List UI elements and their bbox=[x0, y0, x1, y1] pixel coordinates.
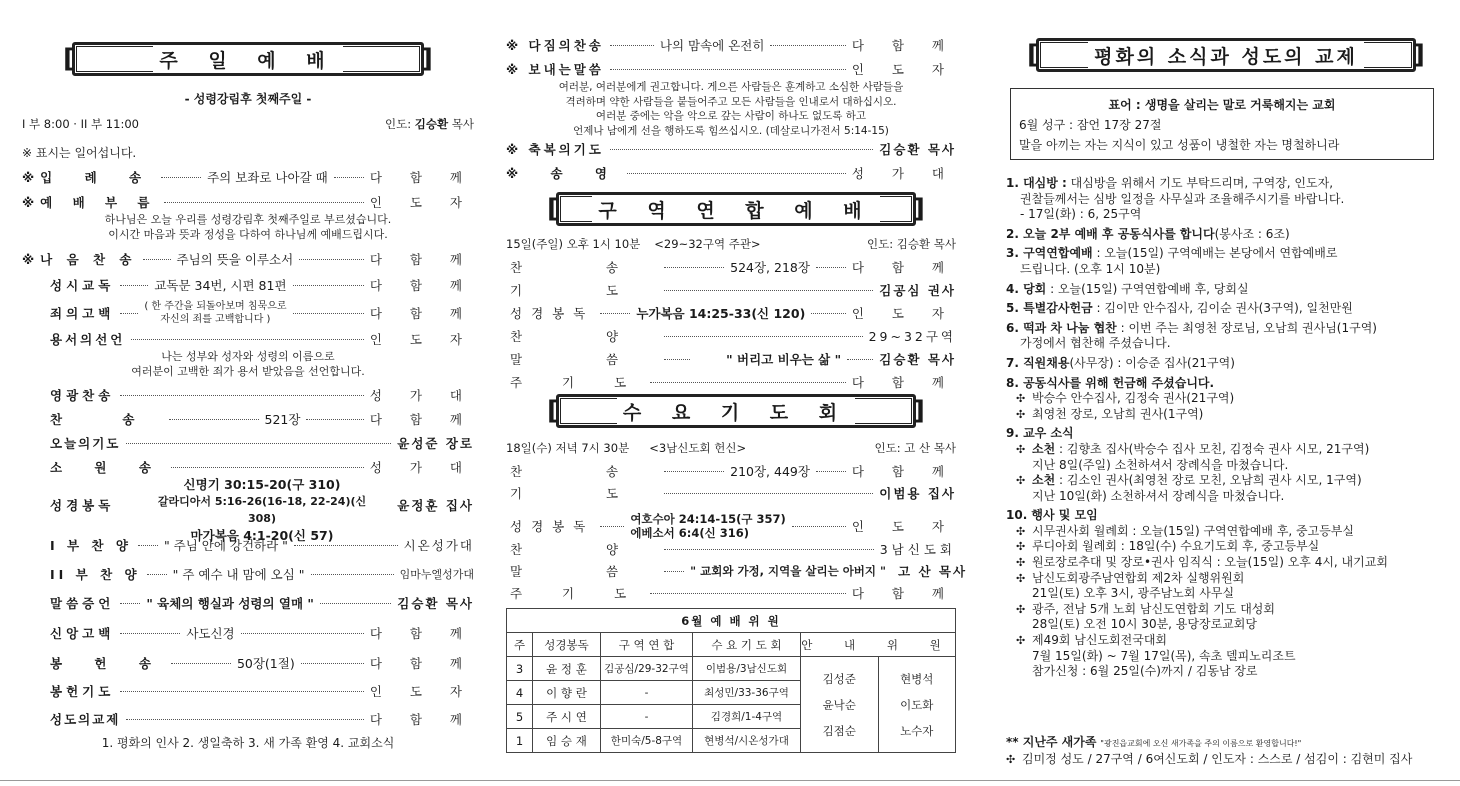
news-text: 최영천 장로, 오남희 권사(1구역) bbox=[1032, 406, 1204, 421]
row-label: 나 음 찬 송 bbox=[40, 252, 137, 267]
cell: 최성민/33-36구역 bbox=[693, 681, 801, 705]
row-content: 나의 맘속에 온전히 bbox=[659, 38, 765, 53]
news-text: : 오늘(15일) 구역연합예배 후, 당회실 bbox=[1046, 281, 1249, 296]
row-content: " 육체의 행실과 성령의 열매 " bbox=[146, 596, 314, 611]
cell: 5 bbox=[507, 705, 533, 729]
row-content: " 교회와 가정, 지역을 살리는 아버지 " bbox=[690, 564, 887, 578]
news-line bbox=[1006, 489, 1440, 505]
row-label: 주 기 도 bbox=[510, 375, 645, 390]
newcomer-welcome: "광진읍교회에 오신 새가족을 주의 이름으로 환영합니다!" bbox=[1100, 739, 1302, 748]
leader-name: 김승환 bbox=[414, 117, 449, 131]
row-label: 성경봉독 bbox=[510, 519, 595, 534]
table-row bbox=[507, 657, 956, 681]
row-person: 다 함 께 bbox=[369, 712, 474, 727]
news-line bbox=[1006, 555, 1440, 571]
news-text: : 김향초 집사(박승수 집사 모친, 김정숙 권사 시모, 21구역) bbox=[1055, 441, 1370, 456]
news-heading: 1. 대심방 : bbox=[1006, 176, 1067, 190]
news-heading: 2. 오늘 2부 예배 후 공동식사를 합니다 bbox=[1006, 226, 1215, 241]
row-content: 주님의 뜻을 이루소서 bbox=[176, 252, 294, 267]
order-row bbox=[22, 330, 474, 348]
news-line bbox=[1006, 246, 1440, 262]
row-label: 말씀증언 bbox=[50, 596, 115, 611]
banner-title: 구 역 연 합 예 배 bbox=[592, 196, 879, 223]
row-person: 3남신도회 bbox=[879, 542, 956, 557]
row-person: 고 산 목사 bbox=[898, 564, 968, 579]
row-content: " 주 예수 내 맘에 오심 " bbox=[172, 567, 305, 582]
pardon-line: 여러분이 고백한 죄가 용서 받았음을 선언합니다. bbox=[131, 365, 365, 378]
order-row bbox=[506, 164, 956, 182]
order-row bbox=[506, 462, 956, 480]
news-text: 지난 8일(주일) 소천하셔서 장례식을 마쳤습니다. bbox=[1032, 457, 1289, 472]
row-label: 영광찬송 bbox=[50, 388, 115, 403]
row-label: 기 도 bbox=[510, 283, 659, 298]
order-row bbox=[22, 250, 474, 268]
news-line bbox=[1006, 356, 1440, 372]
news-heading: 소천 bbox=[1032, 473, 1056, 488]
row-person: 다 함 께 bbox=[851, 38, 956, 53]
row-person: 인 도 자 bbox=[851, 62, 956, 77]
newcomer-header bbox=[1006, 733, 1301, 750]
cross-icon: ✣ bbox=[1016, 474, 1026, 488]
row-label: 기 도 bbox=[510, 486, 659, 501]
order-row bbox=[22, 410, 474, 428]
row-label: ※ 송 영 bbox=[506, 166, 622, 181]
june-committee-table bbox=[506, 608, 956, 753]
table-header-row bbox=[507, 633, 956, 657]
fellowship-list: 1. 평화의 인사 2. 생일축하 3. 새 가족 환영 4. 교회소식 bbox=[101, 736, 395, 750]
stand-mark: ※ bbox=[22, 251, 37, 267]
cross-icon: ✣ bbox=[1016, 392, 1026, 406]
banner-title: 주 일 예 배 bbox=[153, 46, 342, 73]
row-person: 윤정훈 집사 bbox=[397, 498, 474, 513]
row-content: 교독문 34번, 시편 81편 bbox=[154, 278, 287, 293]
motto-verse: 말을 아끼는 자는 지식이 있고 성품이 냉철한 자는 명철하니라 bbox=[1019, 138, 1340, 152]
news-line bbox=[1006, 571, 1440, 587]
news-text: 드립니다. (오후 1시 10분) bbox=[1020, 261, 1161, 276]
col-header: 구 역 연 합 bbox=[601, 633, 693, 657]
news-line bbox=[1006, 602, 1440, 618]
news-text: 권찰들께서는 심방 일정을 사무실과 조율해주시기를 바랍니다. bbox=[1020, 191, 1345, 206]
row-person: 임마누엘성가대 bbox=[399, 568, 474, 581]
row-label: 성도의교제 bbox=[50, 712, 121, 727]
news-line bbox=[1006, 321, 1440, 337]
cross-icon: ✣ bbox=[1016, 407, 1026, 421]
newcomer-title: ** 지난주 새가족 bbox=[1006, 735, 1097, 749]
confess-line: 자신의 죄를 고백합니다 ) bbox=[160, 314, 271, 325]
news-text: (사무장) : 이승준 집사(21구역) bbox=[1069, 355, 1235, 370]
news-text: - 17일(화) : 6, 25구역 bbox=[1020, 207, 1142, 222]
stand-mark: ※ bbox=[22, 194, 37, 210]
row-person: 다 함 께 bbox=[369, 656, 474, 671]
row-person: 인 도 자 bbox=[369, 195, 474, 210]
cross-icon: ✣ bbox=[1006, 753, 1016, 766]
row-person: 29~32구역 bbox=[868, 329, 956, 344]
order-row bbox=[506, 140, 956, 158]
row-content: " 주님 안에 강건하라 " bbox=[163, 538, 288, 553]
order-row bbox=[22, 434, 474, 452]
banner-title: 수 요 기 도 회 bbox=[617, 398, 855, 425]
news-line bbox=[1006, 426, 1440, 442]
order-row bbox=[22, 193, 474, 211]
news-line bbox=[1006, 664, 1440, 680]
order-row bbox=[22, 682, 474, 700]
usher: 김점순 bbox=[822, 723, 856, 738]
row-label: 소 원 송 bbox=[50, 460, 165, 475]
news-heading: 9. 교우 소식 bbox=[1006, 426, 1074, 441]
row-label: 찬 송 bbox=[510, 260, 659, 275]
order-row bbox=[22, 710, 474, 728]
row-person: 윤성준 장로 bbox=[397, 436, 474, 451]
news-text: 대심방을 위해서 기도 부탁드리며, 구역장, 인도자, bbox=[1066, 176, 1334, 190]
cross-icon: ✣ bbox=[1016, 634, 1026, 648]
cell: 현병석/시온성가대 bbox=[693, 729, 801, 753]
scripture-3: 마가복음 4:1-20(신 57) bbox=[190, 528, 334, 543]
news-text: 21일(토) 오후 3시, 광주남노회 사무실 bbox=[1032, 586, 1235, 601]
sending-line: 여러분 중에는 악을 악으로 갚는 사람이 하나도 없도록 하고 bbox=[595, 110, 867, 122]
news-text: 가정에서 협찬해 주셨습니다. bbox=[1020, 336, 1171, 351]
order-row bbox=[22, 594, 474, 612]
call-to-worship bbox=[22, 212, 474, 242]
col-header: 안 내 위 원 bbox=[801, 633, 956, 657]
row-content: 누가복음 14:25-33(신 120) bbox=[636, 306, 806, 321]
row-content: " 버리고 비우는 삶 " bbox=[726, 352, 842, 367]
order-row bbox=[506, 281, 956, 299]
cell: 주 시 연 bbox=[533, 705, 601, 729]
news-list bbox=[1006, 176, 1440, 680]
cross-icon: ✣ bbox=[1016, 540, 1026, 554]
leader-label: 인도: bbox=[385, 117, 412, 131]
order-row bbox=[22, 536, 474, 554]
news-line bbox=[1006, 633, 1440, 649]
row-label: 예 배 부 름 bbox=[40, 195, 158, 210]
cell: 윤 정 훈 bbox=[533, 657, 601, 681]
motto-box bbox=[1010, 88, 1434, 160]
news-heading: 7. 직원채용 bbox=[1006, 355, 1070, 370]
service-date: 18일(수) 저녁 7시 30분 bbox=[506, 441, 630, 455]
row-label: 성경봉독 bbox=[510, 306, 595, 321]
row-label: 찬 송 bbox=[510, 464, 659, 479]
news-line bbox=[1006, 227, 1440, 243]
row-label: ※ 다짐의찬송 bbox=[506, 38, 604, 53]
row-label: 신앙고백 bbox=[50, 626, 115, 641]
row-label: 죄의고백 bbox=[50, 306, 115, 321]
news-text: 원로장로추대 및 장로•권사 임직식 : 오늘(15일) 오후 4시, 내기교회 bbox=[1032, 555, 1388, 570]
sending-line: 여러분, 여러분에게 권고합니다. 게으른 사람들은 훈계하고 소심한 사람들을 bbox=[558, 81, 904, 93]
news-text: : 오늘(15일) 구역예배는 본당에서 연합예배로 bbox=[1092, 246, 1338, 261]
scripture-1: 여호수아 24:14-15(구 357) bbox=[630, 512, 786, 526]
worship-schedule-column bbox=[506, 0, 968, 786]
scripture-1: 신명기 30:15-20(구 310) bbox=[183, 477, 341, 492]
order-row bbox=[506, 512, 956, 540]
motto-reference: 6월 성구 : 잠언 17장 27절 bbox=[1019, 118, 1162, 132]
news-text: 광주, 전남 5개 노회 남신도연합회 기도 대성회 bbox=[1032, 601, 1275, 616]
row-person: 다 함 께 bbox=[369, 306, 474, 321]
church-news-column bbox=[1000, 0, 1440, 786]
row-person: 인 도 자 bbox=[851, 519, 956, 534]
service-host: <29~32구역 주관> bbox=[654, 237, 761, 251]
order-row bbox=[22, 654, 474, 672]
row-person: 다 함 께 bbox=[851, 586, 956, 601]
row-content: 210장, 449장 bbox=[730, 464, 810, 479]
news-line bbox=[1006, 207, 1440, 223]
ushers-col-b bbox=[878, 657, 956, 753]
service-host: <3남신도회 헌신> bbox=[649, 441, 747, 455]
district-worship-banner: [ ] 구 역 연 합 예 배 bbox=[547, 194, 925, 224]
row-person: 이범용 집사 bbox=[879, 486, 956, 501]
scripture-2: 에베소서 6:4(신 316) bbox=[630, 526, 749, 540]
order-row bbox=[506, 60, 956, 78]
sending-line: 언제나 남에게 선을 행하도록 힘쓰십시오. (데살로니가전서 5:14-15) bbox=[573, 124, 889, 137]
order-row bbox=[506, 350, 956, 368]
benediction-text bbox=[506, 80, 956, 138]
news-text: 루디아회 월례회 : 18일(수) 수요기도회 후, 중고등부실 bbox=[1032, 539, 1320, 554]
service-leader: 인도: 김승환 목사 bbox=[867, 237, 956, 251]
order-row bbox=[506, 327, 956, 345]
row-label: ※ 보내는말씀 bbox=[506, 62, 604, 77]
stand-note: ※ 표시는 일어섭니다. bbox=[22, 146, 137, 160]
row-person: 다 함 께 bbox=[369, 170, 474, 185]
table-title: 6월 예 배 위 원 bbox=[507, 609, 956, 633]
banner-title: 평화의 소식과 성도의 교제 bbox=[1088, 42, 1364, 69]
leader-title: 목사 bbox=[451, 117, 474, 131]
news-line bbox=[1006, 524, 1440, 540]
news-heading: 6. 떡과 차 나눔 협찬 bbox=[1006, 320, 1117, 335]
news-text: 지난 10일(화) 소천하셔서 장례식을 마쳤습니다. bbox=[1032, 488, 1285, 503]
news-line bbox=[1006, 391, 1440, 407]
news-text: 제49회 남신도회전국대회 bbox=[1032, 633, 1168, 648]
order-row bbox=[22, 276, 474, 294]
news-text: : 김이만 안수집사, 김이순 권사(3구역), 일천만원 bbox=[1092, 301, 1353, 316]
order-row bbox=[506, 373, 956, 391]
news-heading: 소천 bbox=[1032, 441, 1056, 456]
news-banner: [ ] 평화의 소식과 성도의 교제 bbox=[1027, 40, 1425, 70]
service-date: 15일(주일) 오후 1시 10분 bbox=[506, 237, 641, 251]
col-header: 수 요 기 도 회 bbox=[693, 633, 801, 657]
news-text: 남신도회광주남연합회 제2차 실행위원회 bbox=[1032, 570, 1245, 585]
row-label: 찬 양 bbox=[510, 329, 659, 344]
row-label: II 부 찬 양 bbox=[50, 567, 141, 582]
cross-icon: ✣ bbox=[1016, 524, 1026, 538]
usher: 윤낙순 bbox=[822, 697, 856, 712]
order-row bbox=[22, 458, 474, 476]
row-person: 김승환 목사 bbox=[397, 596, 474, 611]
news-line bbox=[1006, 508, 1440, 524]
row-label: 말 씀 bbox=[510, 564, 659, 579]
order-row bbox=[22, 565, 474, 583]
row-person: 다 함 께 bbox=[369, 626, 474, 641]
row-person: 인 도 자 bbox=[369, 332, 474, 347]
cell: 임 승 재 bbox=[533, 729, 601, 753]
cell: 김경희/1-4구역 bbox=[693, 705, 801, 729]
usher: 이도화 bbox=[900, 697, 934, 712]
usher: 노수자 bbox=[900, 723, 934, 738]
order-row bbox=[22, 168, 474, 186]
page-bottom-rule bbox=[0, 780, 1460, 781]
news-text: 참가신청 : 6월 25일(수)까지 / 김동남 장로 bbox=[1032, 664, 1258, 679]
row-person: 김승환 목사 bbox=[879, 142, 956, 157]
news-line bbox=[1006, 376, 1440, 392]
news-text: 박승수 안수집사, 김정숙 권사(21구역) bbox=[1032, 391, 1235, 406]
order-row bbox=[22, 386, 474, 404]
order-row bbox=[506, 304, 956, 322]
row-content: 524장, 218장 bbox=[730, 260, 810, 275]
row-label: 봉 헌 송 bbox=[50, 656, 165, 671]
cell: - bbox=[601, 705, 693, 729]
col-header: 성경봉독 bbox=[533, 633, 601, 657]
motto-title: 표어 : 생명을 살리는 말로 거룩해지는 교회 bbox=[1108, 98, 1336, 112]
order-row bbox=[506, 36, 956, 54]
col-header: 주 bbox=[507, 633, 533, 657]
news-text: 28일(토) 오전 10시 30분, 용당장로교회당 bbox=[1032, 617, 1257, 632]
call-line: 하나님은 오늘 우리를 성령강림후 첫째주일로 부르셨습니다. bbox=[104, 213, 392, 226]
news-line bbox=[1006, 192, 1440, 208]
row-label: I 부 찬 양 bbox=[50, 538, 132, 553]
row-content: 주의 보좌로 나아갈 때 bbox=[207, 170, 328, 185]
scripture-2: 갈라디아서 5:16-26(16-18, 22-24)(신 308) bbox=[157, 495, 367, 525]
cell: 한미숙/5-8구역 bbox=[601, 729, 693, 753]
news-line bbox=[1006, 649, 1440, 665]
row-person: 성 가 대 bbox=[369, 388, 474, 403]
news-line bbox=[1006, 442, 1440, 458]
confess-line: ( 한 주간을 되돌아보며 침묵으로 bbox=[144, 301, 287, 312]
row-label: 성경봉독 bbox=[50, 498, 115, 513]
row-person: 시온성가대 bbox=[403, 538, 474, 553]
news-line bbox=[1006, 336, 1440, 352]
row-label: 주 기 도 bbox=[510, 586, 645, 601]
order-row bbox=[22, 624, 474, 642]
news-heading: 5. 특별감사헌금 bbox=[1006, 301, 1093, 316]
news-line bbox=[1006, 586, 1440, 602]
row-person: 인 도 자 bbox=[851, 306, 956, 321]
cell: 4 bbox=[507, 681, 533, 705]
order-row bbox=[506, 540, 956, 558]
news-heading: 3. 구역연합예배 bbox=[1006, 246, 1093, 261]
row-label: 말 씀 bbox=[510, 352, 659, 367]
row-label: 찬 송 bbox=[50, 412, 163, 427]
subtitle: - 성령강림후 첫째주일 - bbox=[184, 92, 312, 106]
row-person: 다 함 께 bbox=[851, 464, 956, 479]
schedule-row bbox=[22, 116, 474, 132]
news-line bbox=[1006, 282, 1440, 298]
news-line bbox=[1006, 262, 1440, 278]
service-info bbox=[506, 440, 956, 456]
order-row bbox=[22, 298, 474, 328]
cross-icon: ✣ bbox=[1016, 442, 1026, 456]
row-person: 김승환 목사 bbox=[879, 352, 956, 367]
row-label: 봉헌기도 bbox=[50, 684, 115, 699]
usher: 김성준 bbox=[822, 671, 856, 686]
news-line bbox=[1006, 473, 1440, 489]
row-person: 다 함 께 bbox=[369, 278, 474, 293]
cross-icon: ✣ bbox=[1016, 602, 1026, 616]
row-label: 찬 양 bbox=[510, 542, 659, 557]
row-content: 521장 bbox=[264, 412, 301, 427]
newcomer-item bbox=[1006, 750, 1412, 767]
scripture-readings bbox=[152, 476, 372, 544]
sending-line: 격려하며 약한 사람들을 붙들어주고 모든 사람들을 인내로서 대하십시오. bbox=[565, 95, 897, 108]
news-line bbox=[1006, 458, 1440, 474]
news-line bbox=[1006, 301, 1440, 317]
news-line bbox=[1006, 407, 1440, 423]
order-row bbox=[506, 562, 968, 580]
order-row bbox=[506, 258, 956, 276]
row-label: 오늘의기도 bbox=[50, 436, 121, 451]
cross-icon: ✣ bbox=[1016, 571, 1026, 585]
row-label: ※ 축복의기도 bbox=[506, 142, 604, 157]
row-person: 성 가 대 bbox=[369, 460, 474, 475]
usher: 현병석 bbox=[900, 671, 934, 686]
newcomer-info: 김미정 성도 / 27구역 / 6여신도회 / 인도자 : 스스로 / 섬김이 : 김현미 집사 bbox=[1022, 752, 1413, 766]
news-text: 시무권사회 월례회 : 오늘(15일) 구역연합예배 후, 중고등부실 bbox=[1032, 523, 1354, 538]
order-of-worship-column bbox=[22, 0, 474, 786]
ushers-col-a bbox=[801, 657, 879, 753]
cell: 1 bbox=[507, 729, 533, 753]
row-person: 다 함 께 bbox=[851, 260, 956, 275]
sunday-worship-banner: [ ] 주 일 예 배 bbox=[63, 44, 433, 74]
row-person: 다 함 께 bbox=[369, 412, 474, 427]
cell: 이범용/3남신도회 bbox=[693, 657, 801, 681]
pardon-declaration bbox=[22, 349, 474, 379]
row-label: 입 례 송 bbox=[40, 170, 156, 185]
news-heading: 4. 당회 bbox=[1006, 281, 1047, 296]
service-info bbox=[506, 236, 956, 252]
order-row bbox=[506, 484, 956, 502]
news-text: : 이번 주는 최영천 장로님, 오남희 권사님(1구역) bbox=[1116, 320, 1377, 335]
news-line bbox=[1006, 539, 1440, 555]
cell: - bbox=[601, 681, 693, 705]
row-content: 사도신경 bbox=[186, 626, 235, 641]
news-line bbox=[1006, 617, 1440, 633]
service-leader: 인도: 고 산 목사 bbox=[874, 441, 956, 455]
wednesday-prayer-banner: [ ] 수 요 기 도 회 bbox=[547, 396, 925, 426]
schedule: I 부 8:00 · II 부 11:00 bbox=[22, 117, 139, 131]
row-person: 성 가 대 bbox=[851, 166, 956, 181]
cell: 김공심/29-32구역 bbox=[601, 657, 693, 681]
row-person: 인 도 자 bbox=[369, 684, 474, 699]
row-person: 다 함 께 bbox=[369, 252, 474, 267]
order-row bbox=[506, 584, 956, 602]
news-heading: 10. 행사 및 모임 bbox=[1006, 508, 1098, 523]
row-label: 용서의선언 bbox=[50, 332, 126, 347]
confession-note bbox=[144, 300, 286, 326]
cell: 3 bbox=[507, 657, 533, 681]
stand-mark: ※ bbox=[22, 169, 37, 185]
row-label: 성시교독 bbox=[50, 278, 115, 293]
cross-icon: ✣ bbox=[1016, 556, 1026, 570]
row-person: 김공심 권사 bbox=[879, 283, 956, 298]
news-text: : 김소인 권사(최영천 장로 모친, 오남희 권사 시모, 1구역) bbox=[1055, 473, 1362, 488]
call-line: 이시간 마음과 뜻과 정성을 다하여 하나님께 예배드립시다. bbox=[108, 228, 388, 241]
row-person: 다 함 께 bbox=[851, 375, 956, 390]
row-content: 50장(1절) bbox=[236, 656, 295, 671]
cell: 이 향 란 bbox=[533, 681, 601, 705]
news-text: (봉사조 : 6조) bbox=[1214, 226, 1290, 241]
row-content bbox=[630, 512, 785, 540]
news-text: 7월 15일(화) ~ 7월 17일(목), 속초 델피노리조트 bbox=[1032, 648, 1296, 663]
news-line bbox=[1006, 176, 1440, 192]
pardon-line: 나는 성부와 성자와 성령의 이름으로 bbox=[161, 350, 335, 363]
news-heading: 8. 공동식사를 위해 헌금해 주셨습니다. bbox=[1006, 375, 1215, 390]
